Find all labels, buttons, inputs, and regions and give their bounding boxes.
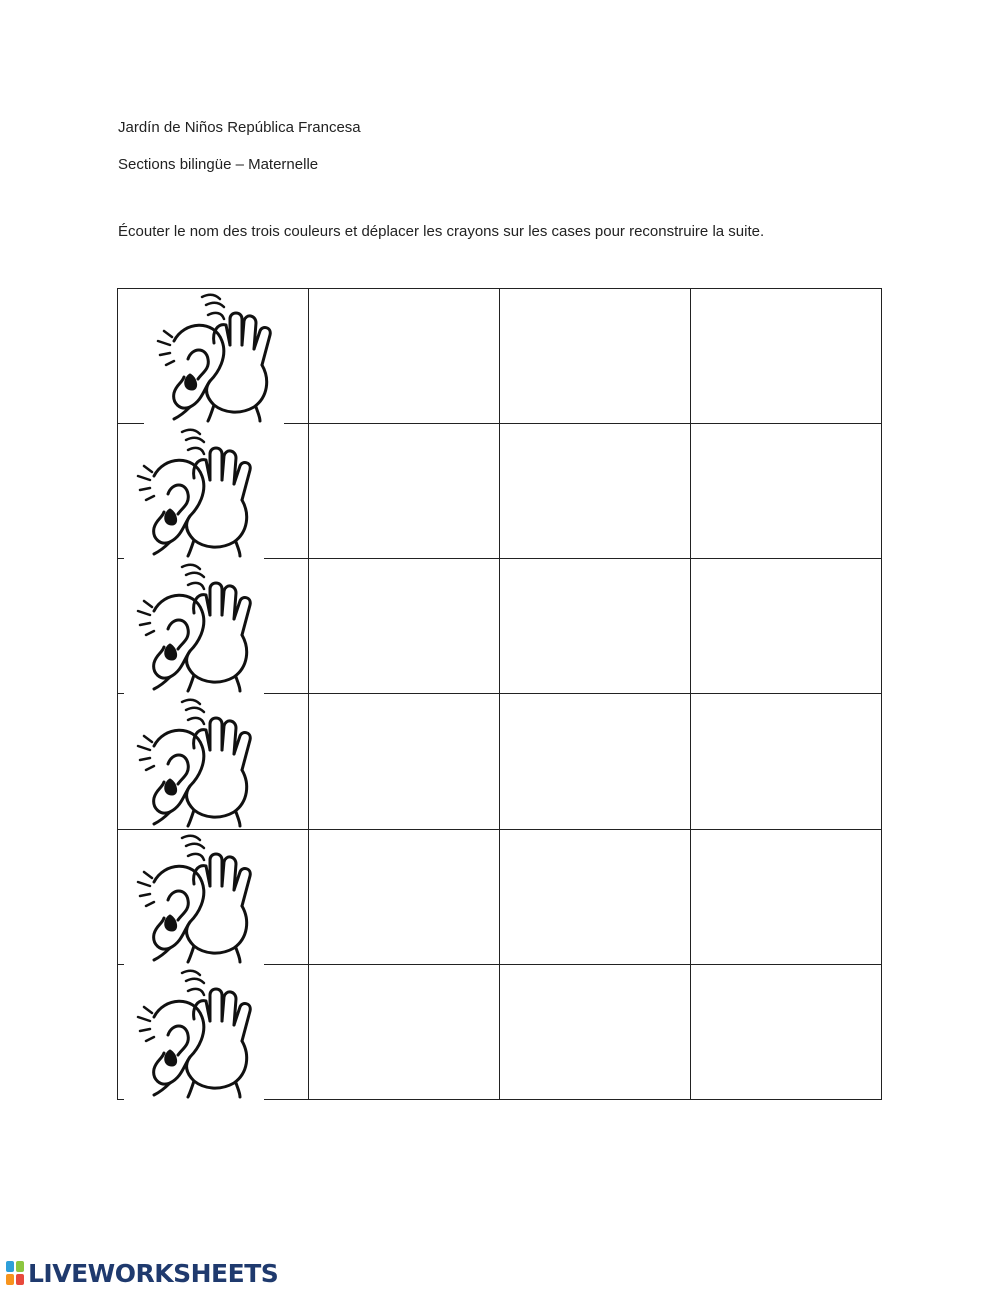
liveworksheets-logo-text: LIVEWORKSHEETS (28, 1258, 279, 1288)
drop-box[interactable] (691, 829, 882, 964)
ear-listening-icon[interactable] (124, 424, 264, 559)
drop-box[interactable] (691, 964, 882, 1099)
drop-box[interactable] (309, 559, 500, 694)
drop-box[interactable] (309, 829, 500, 964)
listen-cell[interactable] (118, 289, 309, 424)
grid-row (118, 559, 882, 694)
drop-box[interactable] (500, 424, 691, 559)
instruction-text: Écouter le nom des trois couleurs et déplacer les crayons sur les cases pour reconstruire la suite. (118, 223, 765, 240)
ear-listening-icon[interactable] (124, 694, 264, 829)
ear-listening-icon[interactable] (144, 289, 284, 424)
drop-box[interactable] (500, 829, 691, 964)
listen-cell[interactable] (118, 964, 309, 1099)
grid-row (118, 424, 882, 559)
grid-row (118, 829, 882, 964)
grid-row (118, 289, 882, 424)
drop-box[interactable] (691, 289, 882, 424)
drop-box[interactable] (500, 694, 691, 829)
drop-box[interactable] (309, 289, 500, 424)
answer-grid (117, 288, 882, 1100)
drop-box[interactable] (309, 964, 500, 1099)
drop-box[interactable] (500, 289, 691, 424)
drop-box[interactable] (691, 559, 882, 694)
drop-box[interactable] (500, 559, 691, 694)
ear-listening-icon[interactable] (124, 830, 264, 965)
ear-listening-icon[interactable] (124, 965, 264, 1100)
listen-cell[interactable] (118, 694, 309, 829)
drop-box[interactable] (691, 424, 882, 559)
drop-box[interactable] (309, 424, 500, 559)
drop-box[interactable] (500, 964, 691, 1099)
drop-box[interactable] (691, 694, 882, 829)
grid-row (118, 694, 882, 829)
listen-cell[interactable] (118, 424, 309, 559)
drop-box[interactable] (309, 694, 500, 829)
section-name: Sections bilingüe – Maternelle (118, 156, 319, 173)
ear-listening-icon[interactable] (124, 559, 264, 694)
grid-row (118, 964, 882, 1099)
school-name: Jardín de Niños República Francesa (118, 119, 361, 136)
listen-cell[interactable] (118, 559, 309, 694)
liveworksheets-footer (6, 1258, 278, 1288)
liveworksheets-logo-icon (6, 1261, 24, 1285)
listen-cell[interactable] (118, 829, 309, 964)
